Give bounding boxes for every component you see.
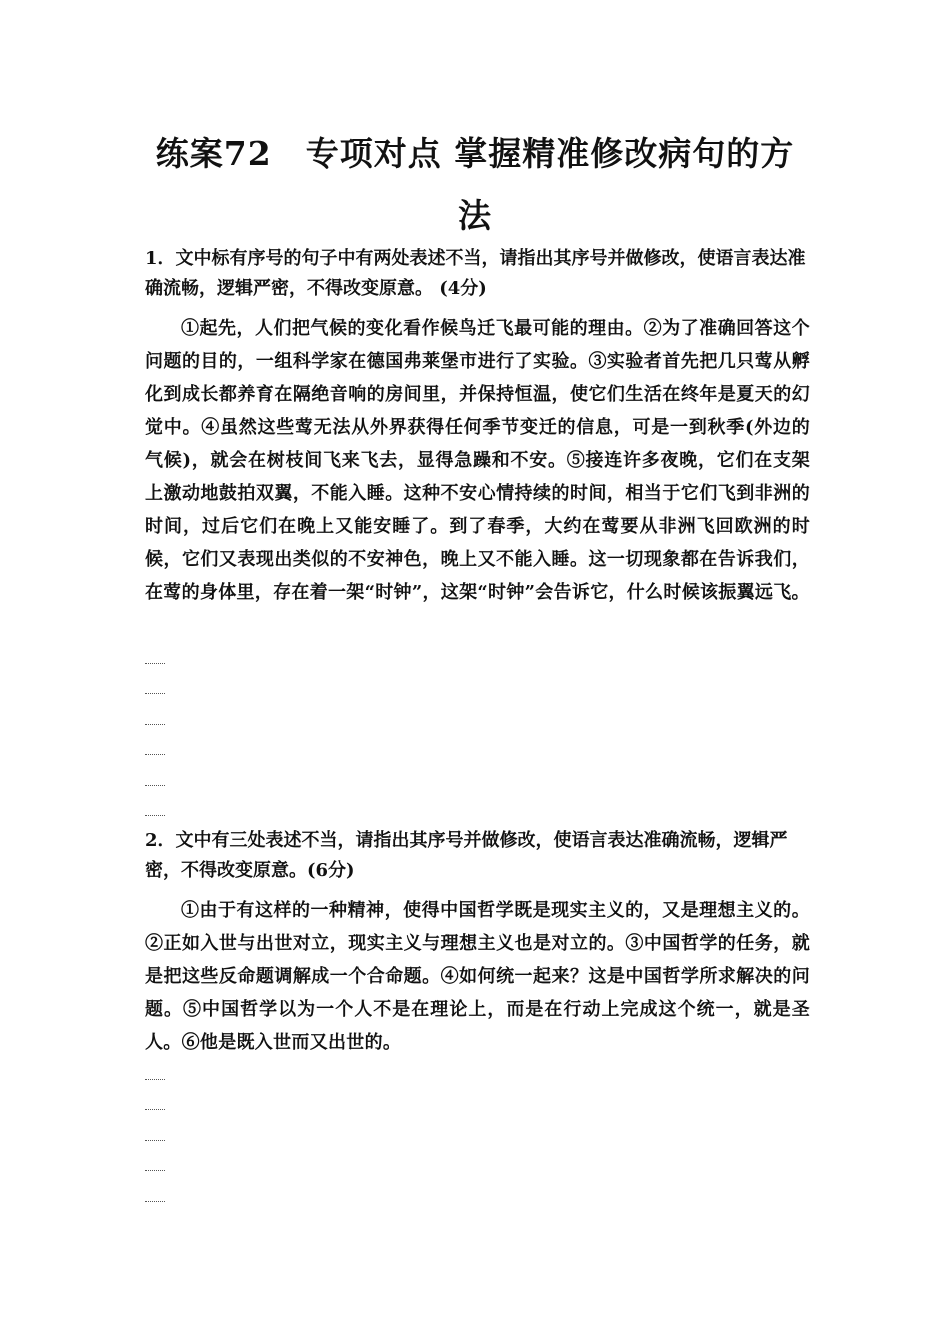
answer-line [145, 1201, 165, 1202]
answer-line [145, 724, 165, 725]
answer-line [145, 1140, 165, 1141]
answer-line [145, 1109, 165, 1110]
answer-line [145, 1079, 165, 1080]
question-1-prompt: 1．文中标有序号的句子中有两处表述不当，请指出其序号并做修改，使语言表达准确流畅，逻辑严密，不得改变原意。 (4分) [145, 248, 806, 299]
answer-line [145, 754, 165, 755]
question-2-prompt: 2．文中有三处表述不当，请指出其序号并做修改，使语言表达准确流畅，逻辑严密，不得改变原意。(6分) [145, 830, 788, 881]
answer-line [145, 663, 165, 664]
question-1-passage: ①起先，人们把气候的变化看作候鸟迁飞最可能的理由。②为了准确回答这个问题的目的，一组科学家在德国弗莱堡市进行了实验。③实验者首先把几只莺从孵化到成长都养育在隔绝音响的房间里，并保持恒温，使它们生活在终年是夏天的幻觉中。④虽然这些莺无法从外界获得任何季节变迁的信息，可是一到秋季(外边的气候)，就会在树枝间飞来飞去，显得急躁和不安。⑤接连许多夜晚，它们在支架上激动地鼓拍双翼，不能入睡。这种不安心情持续的时间，相当于它们飞到非洲的时间，过后它们在晚上又能安睡了。到了春季，大约在莺要从非洲飞回欧洲的时候，它们又表现出类似的不安神色，晚上又不能入睡。这一切现象都在告诉我们，在莺的身体里，存在着一架“时钟”，这架“时钟”会告诉它，什么时候该振翼远飞。 [145, 318, 810, 603]
answer-line [145, 815, 165, 816]
answer-line [145, 693, 165, 694]
question-2-passage: ①由于有这样的一种精神，使得中国哲学既是现实主义的，又是理想主义的。②正如入世与出世对立，现实主义与理想主义也是对立的。③中国哲学的任务，就是把这些反命题调解成一个合命题。④如何统一起来？这是中国哲学所求解决的问题。⑤中国哲学以为一个人不是在理论上，而是在行动上完成这个统一，就是圣人。⑥他是既入世而又出世的。 [145, 900, 810, 1053]
page-title-continued: 法 [458, 196, 492, 235]
answer-line [145, 785, 165, 786]
page-title: 练案72 专项对点 掌握精准修改病句的方 [155, 134, 795, 173]
answer-line [145, 1170, 165, 1171]
